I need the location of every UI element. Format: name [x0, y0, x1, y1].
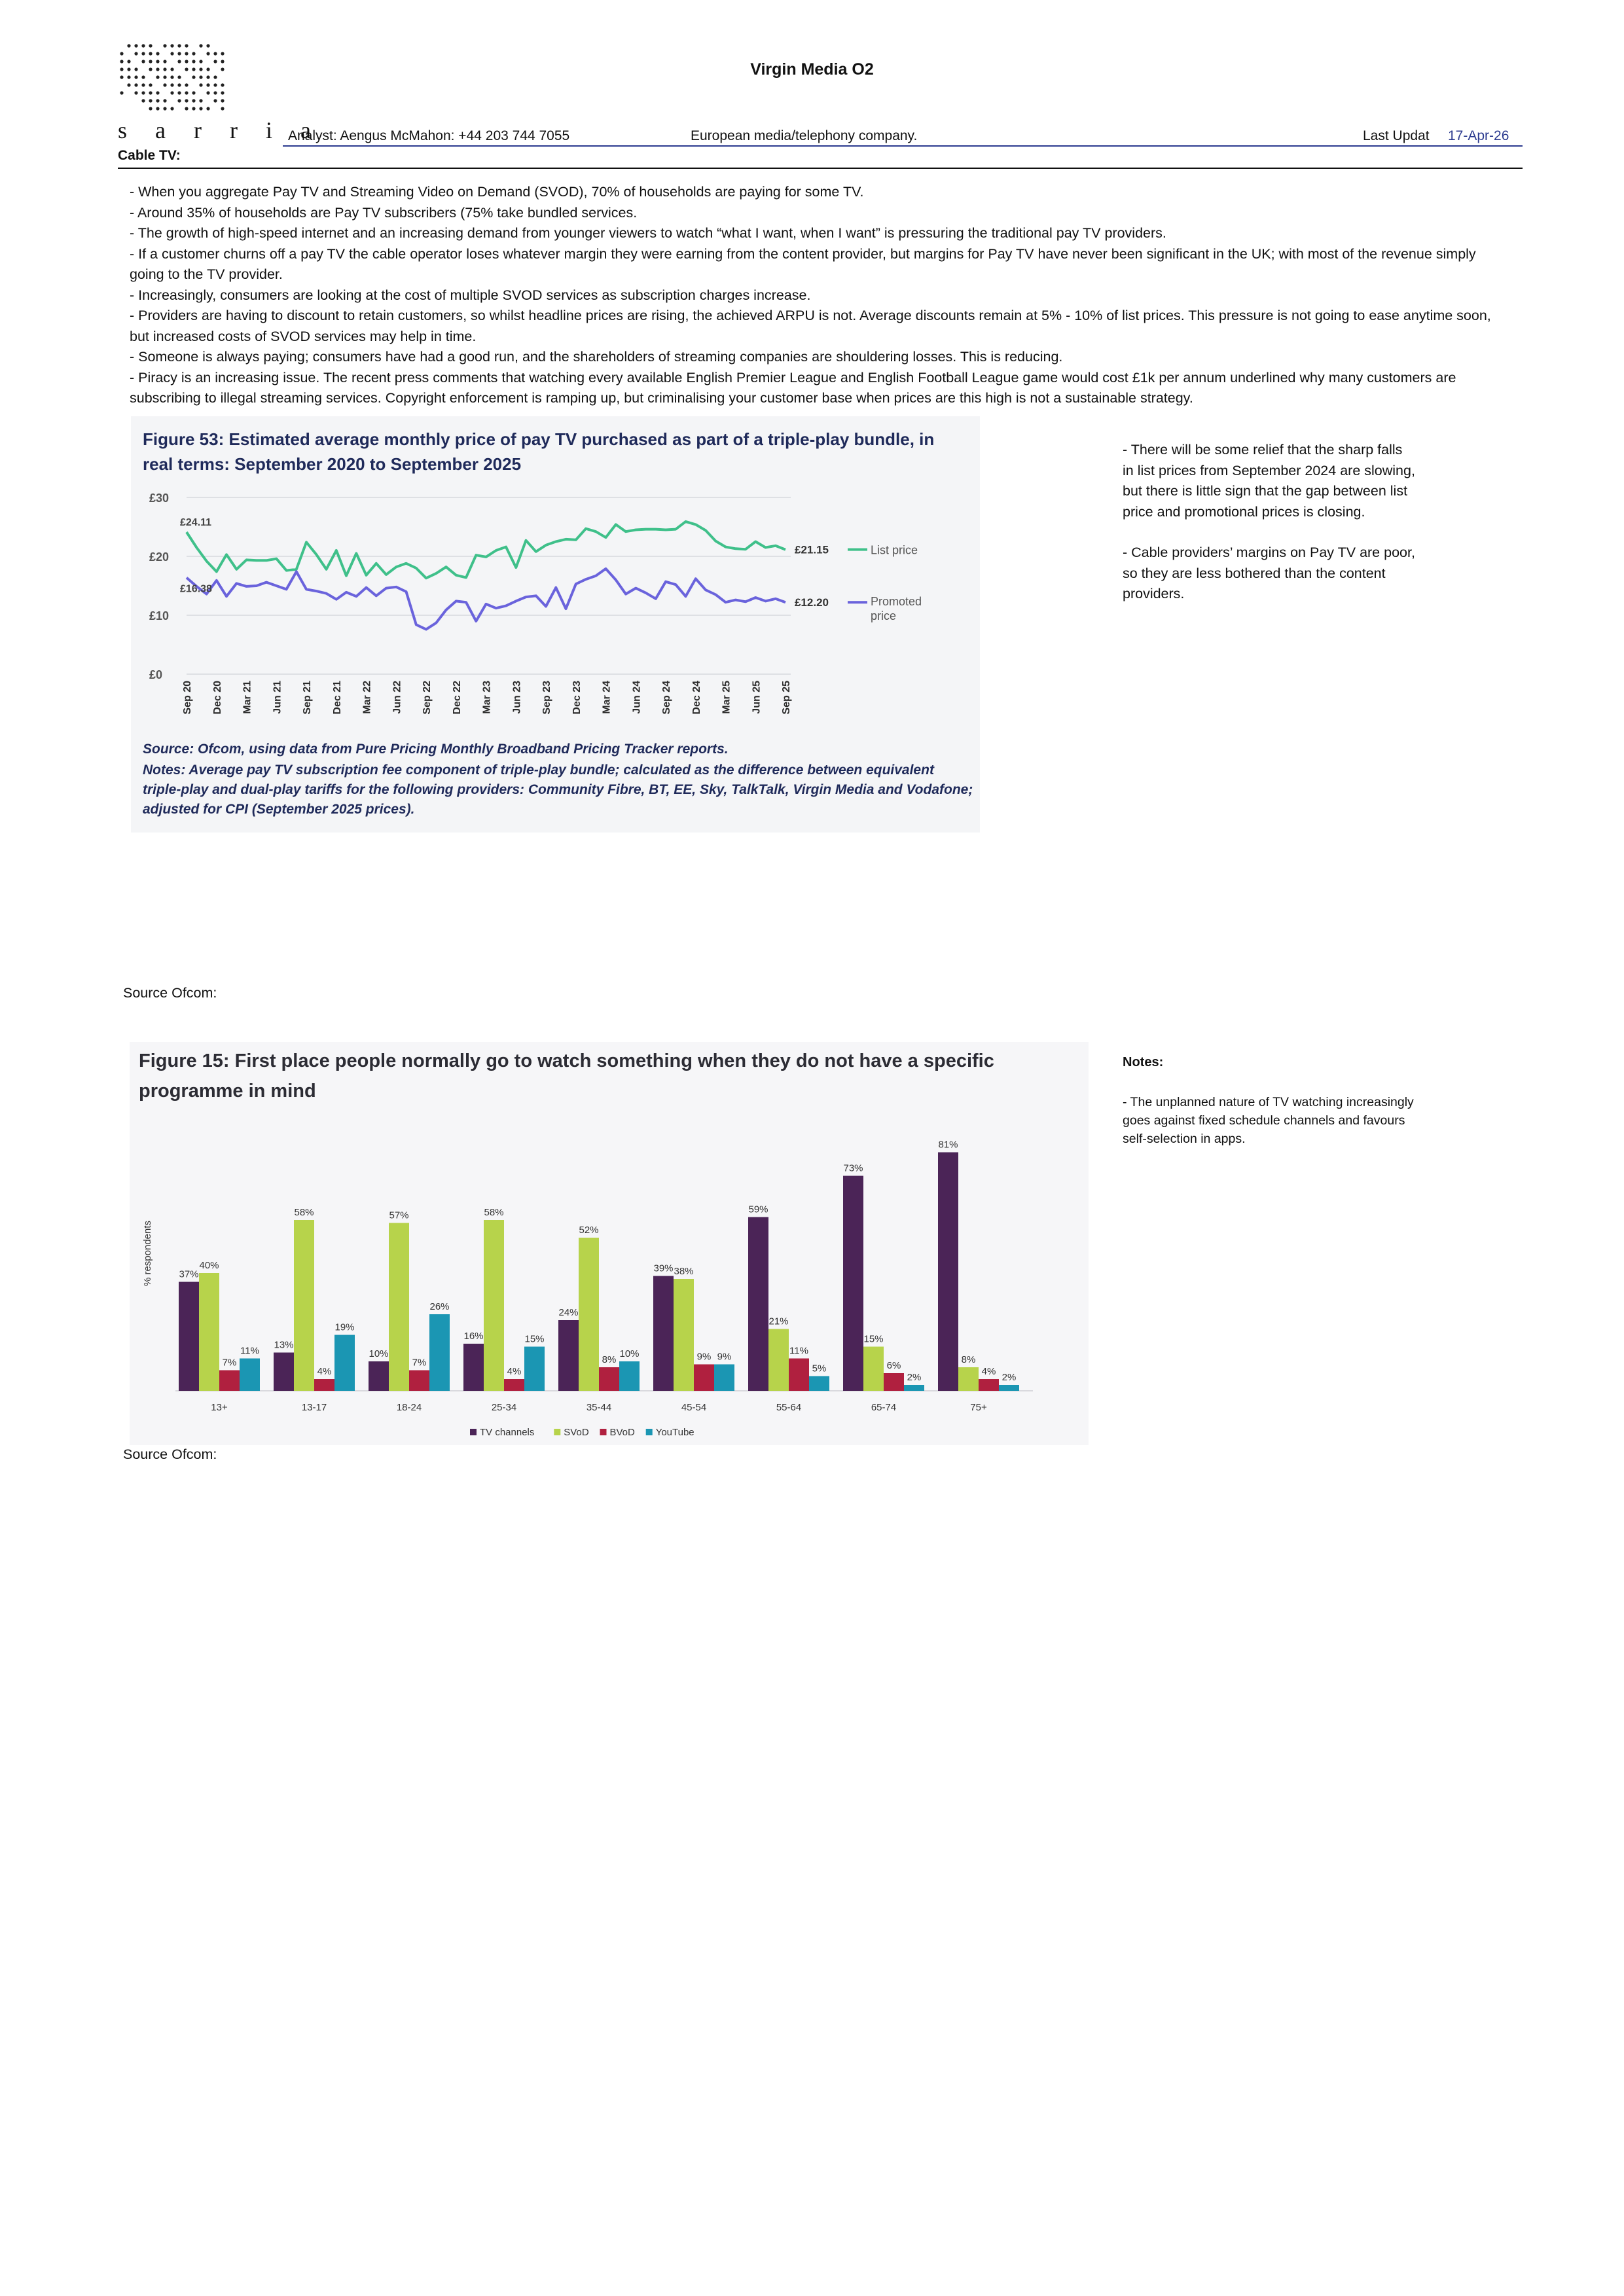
- bar-value-label: 24%: [558, 1307, 579, 1318]
- logo-dot: [127, 83, 130, 86]
- x-tick-label: Sep 23: [541, 681, 552, 715]
- x-tick-label: Sep 25: [781, 681, 792, 715]
- bar-value-label: 37%: [179, 1268, 199, 1280]
- logo-dot: [163, 107, 166, 110]
- bar-value-label: 6%: [886, 1360, 901, 1371]
- commentary-paragraph: - Cable providers’ margins on Pay TV are poor, so they are less bothered than the content providers.: [1123, 545, 1415, 601]
- bar: [579, 1238, 599, 1391]
- figure53-commentary: [1123, 440, 1417, 605]
- bar-value-label: 73%: [843, 1162, 863, 1174]
- logo-dot: [170, 83, 173, 86]
- bar: [694, 1365, 714, 1391]
- list-price-line: [187, 522, 785, 578]
- legend-label: YouTube: [655, 1427, 695, 1438]
- bullet-item: - When you aggregate Pay TV and Streaming Video on Demand (SVOD), 70% of households are paying for some TV.: [130, 184, 864, 200]
- bar: [674, 1279, 694, 1391]
- logo-dot: [149, 44, 152, 47]
- analyst-contact: Analyst: Aengus McMahon: +44 203 744 7055: [288, 128, 570, 143]
- logo-dot: [127, 44, 130, 47]
- logo-dot: [170, 107, 173, 110]
- legend-label: TV channels: [480, 1427, 535, 1438]
- category-label: 18-24: [396, 1402, 422, 1413]
- logo-dot: [163, 99, 166, 102]
- logo-dot: [221, 91, 224, 94]
- bar-value-label: 21%: [768, 1316, 789, 1327]
- bar: [714, 1365, 734, 1391]
- x-tick-label: Mar 24: [601, 681, 613, 714]
- bar: [314, 1379, 334, 1391]
- source-caption: Source Ofcom:: [123, 985, 217, 1001]
- source-caption: Source Ofcom:: [123, 1446, 217, 1462]
- bar: [369, 1361, 389, 1391]
- logo-dot: [134, 52, 137, 55]
- bar: [904, 1385, 924, 1391]
- legend-label: SVoD: [564, 1427, 589, 1438]
- logo-dot: [206, 83, 209, 86]
- bar: [789, 1359, 809, 1391]
- logo-dot: [134, 44, 137, 47]
- bar: [524, 1347, 545, 1391]
- logo-dot: [156, 99, 159, 102]
- bar-value-label: 11%: [789, 1345, 808, 1357]
- notes-heading: Notes:: [1123, 1055, 1164, 1069]
- sarria-logo-dots: [118, 41, 232, 119]
- x-tick-label: Dec 24: [691, 681, 702, 715]
- y-tick-label: £20: [149, 550, 170, 564]
- logo-dot: [199, 44, 202, 47]
- logo-dot: [141, 83, 145, 86]
- bar-value-label: 39%: [653, 1263, 674, 1274]
- x-tick-label: Sep 20: [182, 681, 193, 715]
- logo-dot: [177, 44, 181, 47]
- logo-dot: [199, 83, 202, 86]
- bar: [938, 1153, 958, 1391]
- logo-dot: [221, 107, 224, 110]
- logo-dot: [170, 52, 173, 55]
- bar-value-label: 4%: [317, 1366, 332, 1377]
- logo-dot: [141, 44, 145, 47]
- category-label: 35-44: [586, 1402, 612, 1413]
- bar: [884, 1373, 904, 1391]
- bar-value-label: 10%: [619, 1348, 640, 1359]
- bar: [429, 1314, 450, 1391]
- bar: [958, 1367, 979, 1391]
- bar: [558, 1320, 579, 1391]
- logo-dot: [221, 83, 224, 86]
- x-tick-label: Sep 22: [422, 681, 433, 715]
- category-label: 45-54: [681, 1402, 707, 1413]
- sarria-logo-wordmark: s a r r i a: [118, 117, 322, 143]
- category-label: 55-64: [776, 1402, 802, 1413]
- legend-label: BVoD: [609, 1427, 635, 1438]
- x-tick-label: Sep 24: [661, 681, 672, 715]
- section-title: Cable TV:: [118, 148, 181, 163]
- bar: [619, 1361, 640, 1391]
- figure15-title: Figure 15: First place people normally go to watch something when they do not have a specific programme in mind: [139, 1050, 994, 1102]
- y-tick-label: £30: [149, 492, 170, 505]
- category-label: 75+: [970, 1402, 987, 1413]
- category-label: 65-74: [871, 1402, 897, 1413]
- logo-dot: [141, 99, 145, 102]
- logo-dot: [206, 107, 209, 110]
- x-tick-label: Jun 23: [511, 681, 523, 714]
- y-tick-label: £0: [149, 668, 163, 681]
- logo-dot: [185, 52, 188, 55]
- bullet-item: - If a customer churns off a pay TV the cable operator loses whatever margin they were earning from the content provider, but margins for Pay TV have never been significant in the UK; with most of the revenue simply going to the TV provider.: [130, 245, 1476, 282]
- series-end-label: £21.15: [795, 543, 829, 556]
- bar: [979, 1379, 999, 1391]
- x-tick-label: Dec 21: [331, 681, 343, 715]
- x-tick-label: Dec 22: [451, 681, 463, 715]
- logo-dot: [206, 44, 209, 47]
- bar: [199, 1273, 219, 1391]
- legend-label: List price: [871, 543, 918, 557]
- bar-value-label: 9%: [696, 1351, 712, 1363]
- logo-dot: [213, 91, 217, 94]
- logo-dot: [141, 91, 145, 94]
- logo-dot: [149, 83, 152, 86]
- x-tick-label: Sep 21: [302, 681, 313, 715]
- x-tick-label: Mar 21: [242, 681, 253, 714]
- bar-value-label: 15%: [524, 1333, 545, 1345]
- logo-dot: [221, 99, 224, 102]
- bar: [653, 1276, 674, 1391]
- category-label: 25-34: [491, 1402, 517, 1413]
- bar: [748, 1217, 768, 1391]
- bar-value-label: 4%: [507, 1366, 522, 1377]
- logo-dot: [199, 99, 202, 102]
- figure53-notes: Notes: Average pay TV subscription fee component of triple-play bundle; calculated as the difference between equivalent triple-play and dual-play tariffs for the following providers: Community Fibre, BT, EE, Sky, TalkTalk, Virgin Media and Vodafone; adjusted for CPI (September 2025 prices).: [143, 762, 973, 817]
- logo-dot: [177, 83, 181, 86]
- bar: [843, 1176, 863, 1391]
- logo-dot: [213, 83, 217, 86]
- x-tick-label: Dec 23: [571, 681, 583, 715]
- bar-value-label: 2%: [907, 1372, 922, 1383]
- header-rule: [283, 145, 1523, 147]
- logo-dot: [213, 52, 217, 55]
- logo-dot: [177, 91, 181, 94]
- bar: [599, 1367, 619, 1391]
- logo-dot-pattern: [118, 41, 232, 119]
- legend-swatch: [646, 1429, 653, 1435]
- legend-swatch: [554, 1429, 560, 1435]
- logo-dot: [156, 52, 159, 55]
- bar: [768, 1329, 789, 1391]
- y-axis-label: % respondents: [142, 1220, 153, 1287]
- logo-dot: [206, 52, 209, 55]
- company-title: Virgin Media O2: [750, 60, 874, 79]
- logo-dot: [120, 52, 123, 55]
- bar-value-label: 11%: [240, 1345, 259, 1357]
- bar-value-label: 57%: [389, 1210, 409, 1221]
- legend-label: price: [871, 609, 897, 623]
- bar-value-label: 58%: [294, 1207, 314, 1218]
- logo-dot: [149, 52, 152, 55]
- last-updated-label: Last Updat: [1363, 128, 1430, 143]
- logo-dot: [141, 52, 145, 55]
- bar-value-label: 16%: [463, 1331, 484, 1342]
- logo-dot: [192, 107, 195, 110]
- logo-dot: [213, 99, 217, 102]
- logo-dot: [156, 91, 159, 94]
- bullet-item: - Someone is always paying; consumers have had a good run, and the shareholders of streaming companies are shouldering losses. This is reducing.: [130, 349, 1063, 365]
- logo-dot: [192, 99, 195, 102]
- bar-value-label: 40%: [199, 1260, 219, 1271]
- bar-value-label: 13%: [274, 1339, 294, 1351]
- x-tick-label: Mar 23: [481, 681, 493, 714]
- logo-dot: [192, 91, 195, 94]
- logo-dot: [134, 83, 137, 86]
- bar-value-label: 19%: [334, 1321, 355, 1333]
- logo-dot: [170, 44, 173, 47]
- bar: [409, 1371, 429, 1391]
- logo-dot: [134, 91, 137, 94]
- bullet-item: - Increasingly, consumers are looking at the cost of multiple SVOD services as subscription charges increase.: [130, 287, 811, 303]
- bullet-list: [130, 182, 1498, 409]
- logo-dot: [185, 91, 188, 94]
- y-tick-label: £10: [149, 609, 170, 622]
- bar-value-label: 8%: [602, 1354, 617, 1365]
- figure53-title: Figure 53: Estimated average monthly price of pay TV purchased as part of a triple-play bundle, in real terms: September 2020 to September 2025: [143, 429, 935, 474]
- bar: [274, 1353, 294, 1391]
- bar-value-label: 81%: [938, 1139, 958, 1151]
- bullet-item: - The growth of high-speed internet and an increasing demand from younger viewers to watch “what I want, when I want” is pressuring the traditional pay TV providers.: [130, 225, 1166, 241]
- legend-swatch: [470, 1429, 477, 1435]
- bar-value-label: 15%: [863, 1333, 884, 1345]
- bar: [863, 1347, 884, 1391]
- bar-value-label: 8%: [961, 1354, 976, 1365]
- bullet-item: - Piracy is an increasing issue. The recent press comments that watching every available English Premier League and English Football League game would cost £1k per annum underlined why many customers are subscribing to illegal streaming services. Copyright enforcement is ramping up, but criminalising your customer base when prices are this high is not a sustainable strategy.: [130, 369, 1456, 406]
- promoted-price-line: [187, 569, 785, 630]
- bullet-item: - Providers are having to discount to retain customers, so whilst headline prices are rising, the achieved ARPU is not. Average discounts remain at 5% - 10% of list prices. This pressure is not going to ease anytime soon, but increased costs of SVOD services may help in time.: [130, 308, 1491, 344]
- x-tick-label: Jun 25: [751, 681, 763, 714]
- logo-dot: [170, 91, 173, 94]
- logo-dot: [149, 99, 152, 102]
- logo-dot: [221, 52, 224, 55]
- logo-dot: [199, 107, 202, 110]
- series-end-label: £12.20: [795, 596, 829, 609]
- logo-dot: [185, 83, 188, 86]
- paragraph-spacer: [1123, 522, 1417, 543]
- bar-value-label: 4%: [981, 1366, 996, 1377]
- figure53-source: Source: Ofcom, using data from Pure Pricing Monthly Broadband Pricing Tracker reports.: [143, 742, 729, 757]
- logo-dot: [206, 91, 209, 94]
- legend-label: Promoted: [871, 595, 922, 609]
- bar-value-label: 7%: [222, 1357, 237, 1369]
- bar: [504, 1379, 524, 1391]
- bar: [999, 1385, 1019, 1391]
- logo-dot: [185, 107, 188, 110]
- bar: [463, 1344, 484, 1391]
- section-rule: [118, 168, 1523, 169]
- figure53-line-chart: [131, 484, 980, 733]
- x-tick-label: Jun 22: [391, 681, 403, 714]
- bar-value-label: 7%: [412, 1357, 427, 1369]
- commentary-paragraph: - There will be some relief that the sharp falls in list prices from September 2024 are slowing, but there is little sign that the gap between list price and promotional prices is closing.: [1123, 442, 1415, 520]
- logo-dot: [163, 83, 166, 86]
- series-start-label: £24.11: [180, 517, 212, 529]
- logo-dot: [120, 91, 123, 94]
- category-label: 13+: [211, 1402, 228, 1413]
- bar-value-label: 2%: [1001, 1372, 1017, 1383]
- bar-value-label: 26%: [429, 1301, 450, 1312]
- bar-value-label: 59%: [748, 1204, 768, 1215]
- bar: [484, 1220, 504, 1391]
- bar: [334, 1335, 355, 1391]
- last-updated-date: 17-Apr-26: [1448, 128, 1509, 143]
- logo-dot: [149, 91, 152, 94]
- bar-value-label: 10%: [369, 1348, 389, 1359]
- x-tick-label: Dec 20: [211, 681, 223, 715]
- bar-value-label: 38%: [674, 1266, 694, 1277]
- legend-swatch: [600, 1429, 607, 1435]
- bar: [294, 1220, 314, 1391]
- company-description: European media/telephony company.: [691, 128, 918, 143]
- category-label: 13-17: [301, 1402, 327, 1413]
- figure15-bar-chart: [130, 1113, 1089, 1445]
- bar: [179, 1282, 199, 1391]
- bar-value-label: 5%: [812, 1363, 827, 1374]
- bar-value-label: 52%: [579, 1225, 599, 1236]
- logo-dot: [177, 99, 181, 102]
- bar-value-label: 58%: [484, 1207, 504, 1218]
- series-start-label: £16.38: [180, 583, 212, 595]
- bar: [240, 1359, 260, 1391]
- logo-dot: [177, 52, 181, 55]
- logo-dot: [192, 52, 195, 55]
- logo-dot: [156, 107, 159, 110]
- logo-dot: [185, 99, 188, 102]
- notes-text: - The unplanned nature of TV watching increasingly goes against fixed schedule channels and favours self-selection in apps.: [1123, 1095, 1414, 1146]
- logo-dot: [185, 44, 188, 47]
- bar: [389, 1223, 409, 1391]
- bar: [809, 1376, 829, 1391]
- x-tick-label: Jun 21: [272, 681, 283, 714]
- logo-dot: [149, 107, 152, 110]
- bar: [219, 1371, 240, 1391]
- bar-value-label: 9%: [717, 1351, 732, 1363]
- logo-dot: [163, 44, 166, 47]
- x-tick-label: Mar 25: [721, 681, 732, 714]
- x-tick-label: Mar 22: [361, 681, 373, 714]
- bullet-item: - Around 35% of households are Pay TV subscribers (75% take bundled services.: [130, 204, 638, 221]
- x-tick-label: Jun 24: [631, 681, 643, 714]
